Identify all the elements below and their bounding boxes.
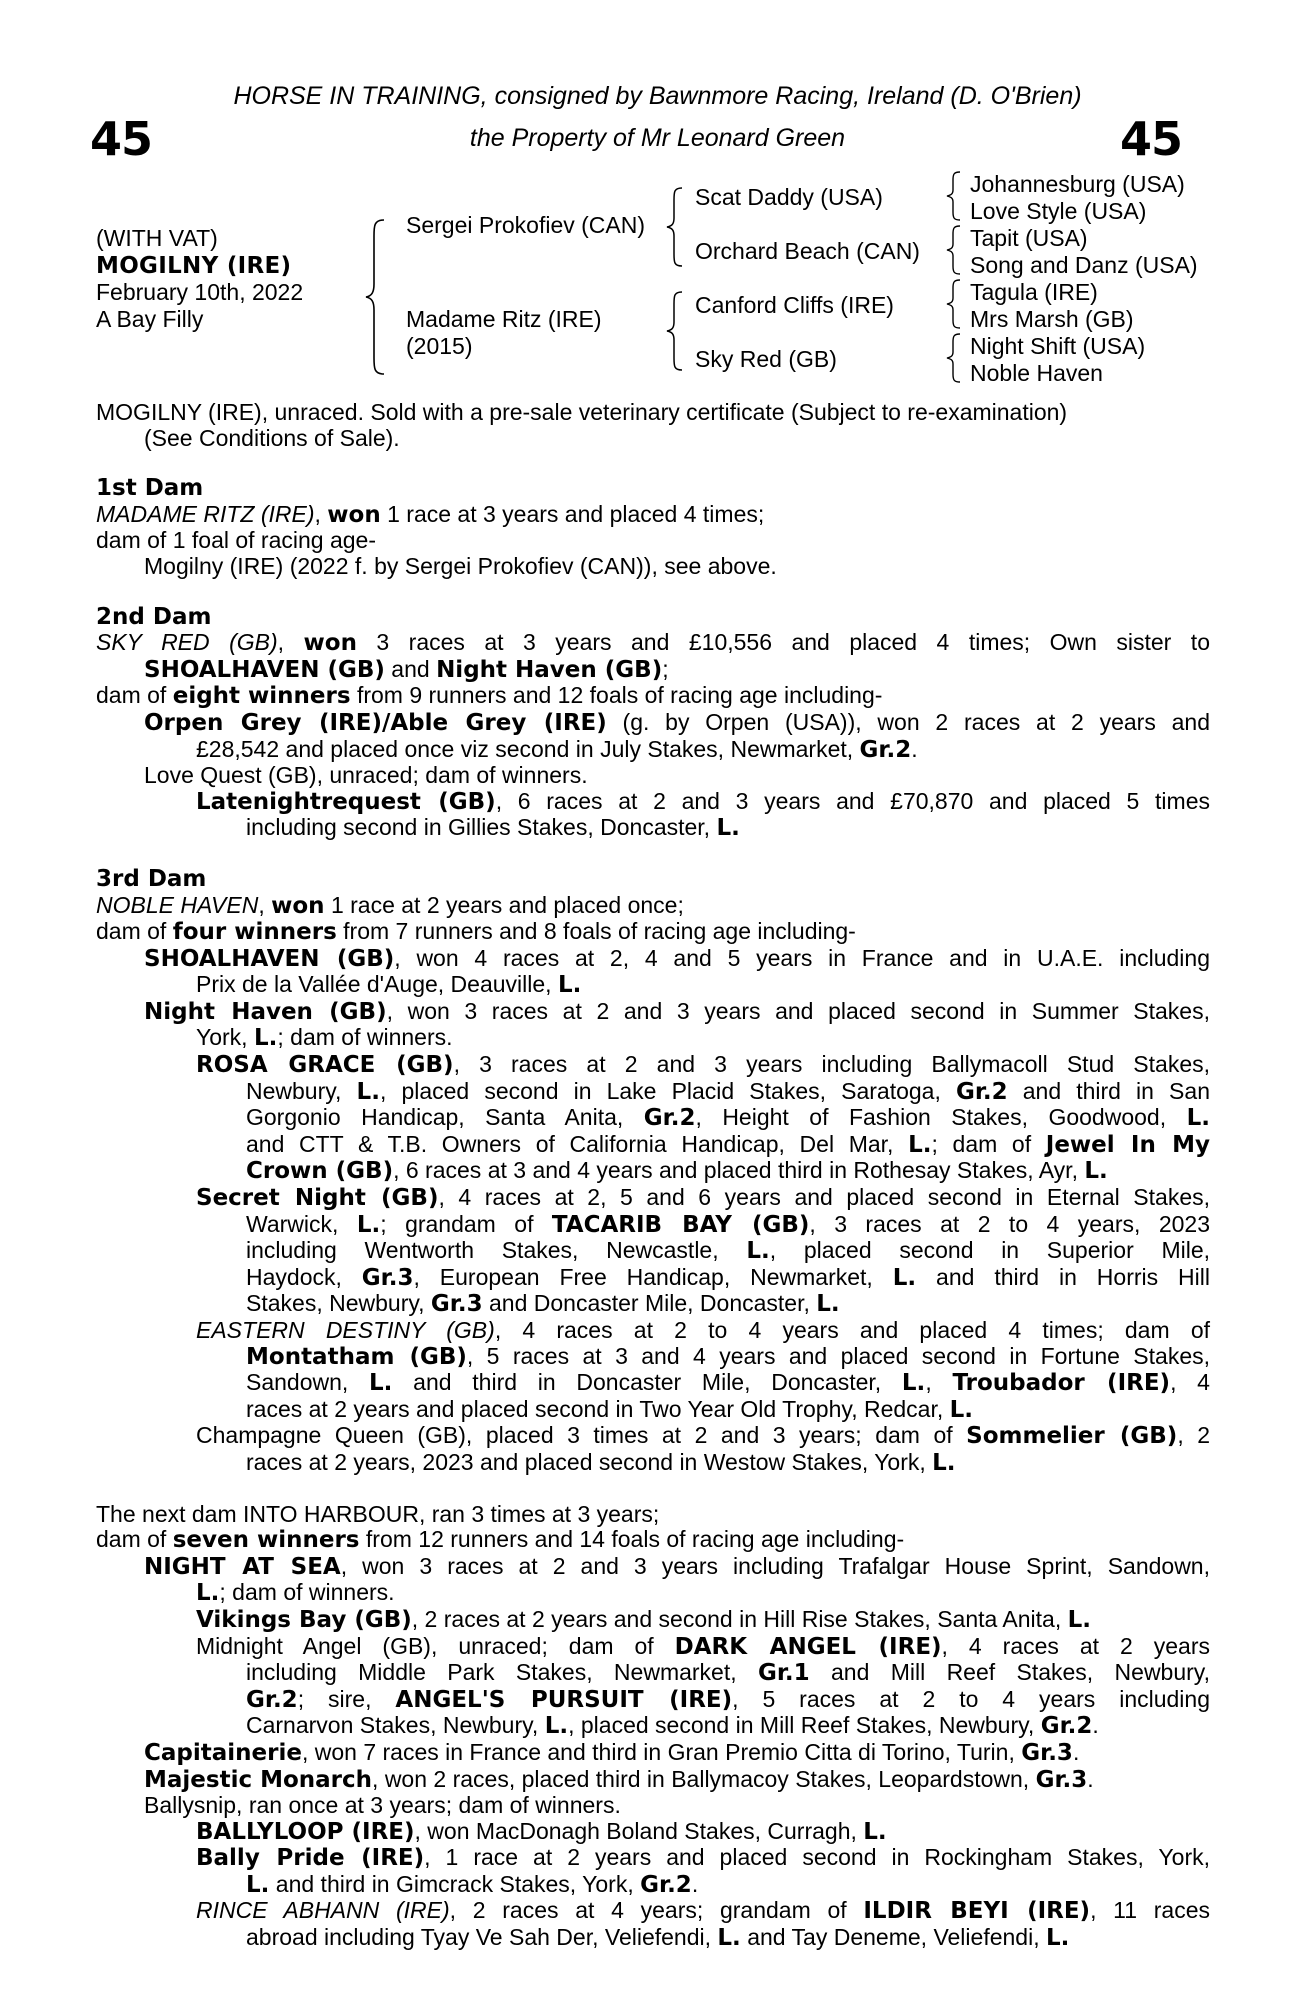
text: , xyxy=(925,1369,953,1396)
text: Champagne Queen (GB), placed 3 times at 2 and 3 years; dam of xyxy=(196,1422,967,1449)
second-dam-record xyxy=(96,630,1210,657)
text: (g. by Orpen (USA)), won 2 races at 2 years and xyxy=(606,708,1210,735)
progeny-majestic-monarch xyxy=(96,1767,1210,1794)
race-grade: L. xyxy=(949,1396,974,1423)
race-grade: Gr.2 xyxy=(640,1871,692,1898)
progeny-rosa-grace-cont-4 xyxy=(96,1158,1210,1185)
text: , won MacDonagh Boland Stakes, Curragh, xyxy=(414,1817,864,1844)
first-dam-record xyxy=(96,502,1210,529)
text: and Tay Deneme, Veliefendi, xyxy=(740,1924,1046,1951)
text: . xyxy=(1087,1765,1094,1792)
dam-year: (2015) xyxy=(406,333,473,359)
text: , xyxy=(277,629,304,656)
text: , 6 races at 3 and 4 years and placed third in Rothesay Stakes, Ayr, xyxy=(393,1157,1085,1184)
text: including Wentworth Stakes, Newcastle, xyxy=(246,1237,747,1264)
third-dam-record xyxy=(96,893,1210,920)
text: , won 3 races at 2 and 3 years and placed second in Summer Stakes, xyxy=(386,997,1210,1024)
text: £28,542 and placed once viz second in July Stakes, Newmarket, xyxy=(196,735,860,762)
progeny-secret-night xyxy=(96,1185,1210,1212)
granddam-2: Love Style (USA) xyxy=(970,198,1147,224)
winners-count: seven winners xyxy=(172,1527,360,1554)
progeny-eastern-destiny-cont-2 xyxy=(96,1370,1210,1397)
race-grade: Gr.3 xyxy=(1021,1739,1073,1766)
progeny-bally-pride xyxy=(96,1845,1210,1872)
horse-name: Majestic Monarch xyxy=(144,1766,373,1793)
next-dam-summary xyxy=(96,1527,1210,1554)
text: dam of xyxy=(96,682,173,709)
text: . xyxy=(1092,1712,1099,1739)
second-dam-summary xyxy=(96,683,1210,710)
text: , 4 races at 2 to 4 years and placed 4 times; dam of xyxy=(494,1317,1210,1343)
text: , 11 races xyxy=(1090,1897,1211,1924)
progeny-orpen-grey xyxy=(96,710,1210,737)
race-grade: L. xyxy=(253,1025,278,1052)
text: and third in San xyxy=(1007,1077,1210,1104)
progeny-secret-night-cont-4 xyxy=(96,1291,1210,1318)
race-grade: L. xyxy=(717,1925,741,1952)
horse-name: Troubador (IRE) xyxy=(952,1370,1171,1397)
race-grade: L. xyxy=(196,1580,220,1607)
second-dam-heading: 2nd Dam xyxy=(96,603,212,630)
pedigree-brace-sire xyxy=(664,186,688,268)
next-dam-record: The next dam INTO HARBOUR, ran 3 times at 3 years; xyxy=(96,1500,660,1527)
sire-dam: Orchard Beach (CAN) xyxy=(695,238,920,264)
progeny-vikings-bay xyxy=(96,1607,1210,1634)
text: from 7 runners and 8 foals of racing age including- xyxy=(336,918,856,945)
race-grade: Gr.3 xyxy=(430,1291,483,1318)
progeny-shoalhaven-cont xyxy=(96,972,1210,999)
grandsire-3: Tapit (USA) xyxy=(970,225,1088,251)
header-property: the Property of Mr Leonard Green xyxy=(469,124,846,152)
race-grade: Gr.3 xyxy=(1035,1766,1088,1793)
text: abroad including Tyay Ve Sah Der, Veliefendi, xyxy=(246,1924,718,1951)
horse-name: Jewel In My xyxy=(1045,1131,1210,1158)
text: and Mill Reef Stakes, Newbury, xyxy=(809,1659,1210,1686)
race-grade: L. xyxy=(908,1131,932,1158)
progeny-secret-night-cont-1 xyxy=(96,1212,1210,1239)
horse-name: Capitainerie xyxy=(144,1739,302,1766)
horse-name: Night Haven (GB) xyxy=(436,656,663,683)
text: and Doncaster Mile, Doncaster, xyxy=(482,1290,817,1317)
first-dam-progeny: Mogilny (IRE) (2022 f. by Sergei Prokofiev (CAN)), see above. xyxy=(144,552,777,579)
text: 3 races at 3 years and £10,556 and placed 4 times; Own sister to xyxy=(356,629,1210,656)
pedigree-brace-dam xyxy=(664,290,688,372)
granddam-6: Mrs Marsh (GB) xyxy=(970,306,1134,332)
text: , placed second in Superior Mile, xyxy=(769,1237,1211,1264)
race-grade: Gr.2 xyxy=(246,1686,298,1713)
race-grade: Gr.2 xyxy=(1040,1713,1093,1740)
race-grade: L. xyxy=(1067,1606,1092,1633)
text: , 2 races at 4 years; grandam of xyxy=(449,1897,864,1924)
text: dam of xyxy=(96,918,173,945)
text: races at 2 years and placed second in Two Year Old Trophy, Redcar, xyxy=(246,1395,950,1422)
text: and xyxy=(384,655,437,682)
race-grade: L. xyxy=(901,1370,926,1397)
progeny-night-haven xyxy=(96,999,1210,1026)
text: and third in Horris Hill xyxy=(916,1263,1210,1290)
third-dam-name: NOBLE HAVEN xyxy=(96,891,259,918)
first-dam-foals: dam of 1 foal of racing age- xyxy=(96,527,376,554)
text: ; dam of xyxy=(931,1130,1046,1157)
grandsire-1: Johannesburg (USA) xyxy=(970,171,1185,197)
text: Gorgonio Handicap, Santa Anita, xyxy=(246,1104,644,1131)
text: , won 2 races, placed third in Ballymacoy Stakes, Leopardstown, xyxy=(372,1765,1036,1792)
text: , 2 xyxy=(1177,1422,1211,1449)
race-grade: L. xyxy=(1186,1105,1210,1132)
progeny-orpen-grey-cont xyxy=(96,737,1210,764)
text: , 1 race at 2 years and placed second in Rockingham Stakes, York, xyxy=(424,1844,1211,1871)
text: . xyxy=(911,735,918,762)
lot-number-right: 45 xyxy=(1120,112,1183,166)
race-grade: L. xyxy=(1084,1158,1108,1185)
pedigree-brace-g2 xyxy=(944,224,964,276)
winners-count: eight winners xyxy=(172,683,351,710)
progeny-eastern-destiny xyxy=(96,1318,1210,1344)
second-dam-name: SKY RED (GB) xyxy=(96,629,278,656)
progeny-rosa-grace-cont-3 xyxy=(96,1132,1210,1159)
pedigree-brace-main xyxy=(362,218,392,376)
text: , 3 races at 2 to 4 years, 2023 xyxy=(809,1210,1210,1237)
text: , 4 races at 2, 5 and 6 years and placed second in Eternal Stakes, xyxy=(438,1184,1210,1211)
text: 1 race at 2 years and placed once; xyxy=(324,891,684,918)
horse-name: EASTERN DESTINY (GB) xyxy=(196,1317,495,1343)
text: , 2 races at 2 years and second in Hill Rise Stakes, Santa Anita, xyxy=(411,1605,1068,1632)
third-dam-summary xyxy=(96,919,1210,946)
progeny-champagne-queen-cont xyxy=(96,1450,1210,1477)
text: , 4 races at 2 years xyxy=(941,1632,1211,1659)
horse-name: Bally Pride (IRE) xyxy=(196,1845,425,1872)
horse-name: Sommelier (GB) xyxy=(966,1423,1178,1450)
horse-name: RINCE ABHANN (IRE) xyxy=(196,1897,450,1924)
text: , placed second in Mill Reef Stakes, Newbury, xyxy=(568,1712,1041,1739)
text: Stakes, Newbury, xyxy=(246,1290,431,1317)
pedigree-brace-g4 xyxy=(944,332,964,384)
text: races at 2 years, 2023 and placed second in Westow Stakes, York, xyxy=(246,1448,933,1475)
text: including second in Gillies Stakes, Doncaster, xyxy=(246,814,717,841)
race-grade: L. xyxy=(816,1291,840,1318)
progeny-rosa-grace xyxy=(96,1052,1210,1079)
progeny-love-quest: Love Quest (GB), unraced; dam of winners. xyxy=(144,762,588,789)
winners-count: four winners xyxy=(172,919,337,946)
text: , 4 xyxy=(1170,1369,1210,1396)
text: from 12 runners and 14 foals of racing age including- xyxy=(359,1526,905,1553)
first-dam-name: MADAME RITZ (IRE) xyxy=(96,500,315,527)
dam-name: Madame Ritz (IRE) xyxy=(406,306,602,332)
race-grade: L. xyxy=(356,1211,381,1238)
progeny-ballysnip: Ballysnip, ran once at 3 years; dam of winners. xyxy=(144,1792,621,1819)
pedigree-brace-g3 xyxy=(944,278,964,330)
race-grade: L. xyxy=(369,1370,393,1397)
first-dam-heading: 1st Dam xyxy=(96,475,204,502)
race-grade: Gr.3 xyxy=(361,1264,414,1291)
text: , won 3 races at 2 and 3 years including Trafalgar House Sprint, Sandown, xyxy=(340,1552,1210,1579)
text: ; xyxy=(662,655,669,682)
horse-name: DARK ANGEL (IRE) xyxy=(674,1633,942,1660)
horse-name: Latenightrequest (GB) xyxy=(196,788,496,815)
race-grade: L. xyxy=(356,1078,380,1105)
race-grade: L. xyxy=(544,1713,569,1740)
text: . xyxy=(691,1870,699,1897)
text: , Height of Fashion Stakes, Goodwood, xyxy=(695,1104,1187,1131)
text: . xyxy=(1072,1738,1080,1765)
dam-sire: Canford Cliffs (IRE) xyxy=(695,292,894,318)
text: Warwick, xyxy=(246,1210,357,1237)
race-grade: L. xyxy=(932,1449,956,1476)
progeny-eastern-destiny-cont-1 xyxy=(96,1344,1210,1371)
text: ; dam of winners. xyxy=(219,1579,395,1606)
progeny-secret-night-cont-2 xyxy=(96,1238,1210,1265)
text: Midnight Angel (GB), unraced; dam of xyxy=(196,1632,675,1659)
won-label: won xyxy=(327,501,381,528)
won-label: won xyxy=(303,630,357,657)
text: Newbury, xyxy=(246,1077,357,1104)
horse-name: BALLYLOOP (IRE) xyxy=(196,1818,415,1845)
progeny-capitainerie xyxy=(96,1740,1210,1767)
progeny-rince-abhann-cont xyxy=(96,1925,1210,1952)
text: 1 race at 3 years and placed 4 times; xyxy=(380,500,765,527)
text: Prix de la Vallée d'Auge, Deauville, xyxy=(196,971,558,998)
text: and third in Gimcrack Stakes, York, xyxy=(269,1870,641,1897)
horse-name: Montatham (GB) xyxy=(246,1343,467,1370)
horse-name: Orpen Grey (IRE)/Able Grey (IRE) xyxy=(144,709,607,736)
race-grade: L. xyxy=(892,1264,917,1291)
intro-line-1: MOGILNY (IRE), unraced. Sold with a pre-sale veterinary certificate (Subject to re-examination) xyxy=(96,399,1068,425)
dam-dam: Sky Red (GB) xyxy=(695,346,837,372)
text: ; dam of winners. xyxy=(277,1024,453,1051)
horse-name: SHOALHAVEN (GB) xyxy=(144,945,395,972)
race-grade: L. xyxy=(246,1871,270,1898)
race-grade: L. xyxy=(1045,1925,1070,1952)
horse-name: Secret Night (GB) xyxy=(196,1185,439,1212)
horse-name: NIGHT AT SEA xyxy=(144,1553,341,1580)
horse-name xyxy=(96,252,291,280)
granddam-8: Noble Haven xyxy=(970,360,1103,386)
race-grade: Gr.1 xyxy=(757,1660,810,1687)
horse-name: SHOALHAVEN (GB) xyxy=(144,656,385,683)
pedigree-brace-g1 xyxy=(944,170,964,222)
race-grade: Gr.2 xyxy=(859,736,912,763)
granddam-4: Song and Danz (USA) xyxy=(970,252,1198,278)
text: Sandown, xyxy=(246,1369,370,1396)
progeny-night-haven-cont xyxy=(96,1025,1210,1052)
text: ; grandam of xyxy=(380,1210,552,1237)
horse-name: Vikings Bay (GB) xyxy=(196,1606,412,1633)
horse-name-text: MOGILNY (IRE) xyxy=(96,253,292,279)
horse-name: ILDIR BEYI (IRE) xyxy=(863,1898,1091,1925)
progeny-eastern-destiny-cont-3 xyxy=(96,1397,1210,1424)
race-grade: L. xyxy=(557,972,582,999)
third-dam-heading: 3rd Dam xyxy=(96,865,207,892)
pedigree-notes xyxy=(96,400,1210,1952)
foaling-date: February 10th, 2022 xyxy=(96,279,304,305)
grandsire-7: Night Shift (USA) xyxy=(970,333,1146,359)
progeny-midnight-angel xyxy=(96,1634,1210,1661)
text: , won 7 races in France and third in Gran Premio Citta di Torino, Turin, xyxy=(301,1738,1022,1765)
text: and CTT & T.B. Owners of California Handicap, Del Mar, xyxy=(246,1130,909,1157)
progeny-ballyloop xyxy=(96,1819,1210,1846)
progeny-midnight-angel-cont-3 xyxy=(96,1713,1210,1740)
progeny-midnight-angel-cont-2 xyxy=(96,1687,1210,1714)
text: ; sire, xyxy=(297,1685,396,1712)
text: , 6 races at 2 and 3 years and £70,870 and placed 5 times xyxy=(495,787,1210,814)
race-grade: L. xyxy=(863,1818,887,1845)
sire-sire: Scat Daddy (USA) xyxy=(695,184,883,210)
text: from 9 runners and 12 foals of racing age including- xyxy=(350,682,883,709)
text: Haydock, xyxy=(246,1263,362,1290)
horse-name: ANGEL'S PURSUIT (IRE) xyxy=(395,1686,733,1713)
progeny-bally-pride-cont xyxy=(96,1872,1210,1899)
text: York, xyxy=(196,1024,254,1051)
horse-description: A Bay Filly xyxy=(96,306,204,332)
progeny-latenightrequest xyxy=(96,789,1210,816)
vat-label: (WITH VAT) xyxy=(96,225,218,251)
progeny-latenightrequest-cont xyxy=(96,815,1210,842)
race-grade: Gr.2 xyxy=(643,1105,696,1132)
progeny-rosa-grace-cont-2 xyxy=(96,1105,1210,1132)
text: Carnarvon Stakes, Newbury, xyxy=(246,1712,545,1739)
progeny-night-at-sea-cont xyxy=(96,1580,1210,1607)
progeny-night-at-sea xyxy=(96,1554,1210,1581)
text: , won 4 races at 2, 4 and 5 years in France and in U.A.E. including xyxy=(394,944,1210,971)
progeny-secret-night-cont-3 xyxy=(96,1265,1210,1292)
text: , xyxy=(258,891,272,918)
intro-line-2: (See Conditions of Sale). xyxy=(144,424,400,451)
text: , placed second in Lake Placid Stakes, Saratoga, xyxy=(379,1077,956,1104)
text: , European Free Handicap, Newmarket, xyxy=(413,1263,893,1290)
text: including Middle Park Stakes, Newmarket, xyxy=(246,1659,758,1686)
sire-name: Sergei Prokofiev (CAN) xyxy=(406,212,646,238)
grandsire-5: Tagula (IRE) xyxy=(970,279,1098,305)
text: , xyxy=(314,500,328,527)
second-dam-siblings xyxy=(96,657,1210,684)
text: , 3 races at 2 and 3 years including Ballymacoll Stud Stakes, xyxy=(453,1051,1211,1078)
horse-name: ROSA GRACE (GB) xyxy=(196,1052,454,1079)
progeny-shoalhaven xyxy=(96,946,1210,973)
progeny-rince-abhann xyxy=(96,1898,1210,1925)
text: , 5 races at 2 to 4 years including xyxy=(732,1685,1210,1712)
horse-name: TACARIB BAY (GB) xyxy=(551,1211,810,1238)
header-consignor: HORSE IN TRAINING, consigned by Bawnmore Racing, Ireland (D. O'Brien) xyxy=(233,82,1082,110)
text: , 5 races at 3 and 4 years and placed second in Fortune Stakes, xyxy=(466,1342,1210,1369)
race-grade: L. xyxy=(746,1238,770,1265)
race-grade: L. xyxy=(716,815,740,842)
lot-number-left: 45 xyxy=(90,112,153,166)
race-grade: Gr.2 xyxy=(955,1078,1008,1105)
horse-name: Night Haven (GB) xyxy=(144,998,387,1025)
progeny-rosa-grace-cont-1 xyxy=(96,1079,1210,1106)
won-label: won xyxy=(271,892,325,919)
text: and third in Doncaster Mile, Doncaster, xyxy=(392,1369,902,1396)
progeny-champagne-queen xyxy=(96,1423,1210,1450)
text: dam of xyxy=(96,1526,173,1553)
horse-name: Crown (GB) xyxy=(246,1158,394,1185)
progeny-midnight-angel-cont-1 xyxy=(96,1660,1210,1687)
